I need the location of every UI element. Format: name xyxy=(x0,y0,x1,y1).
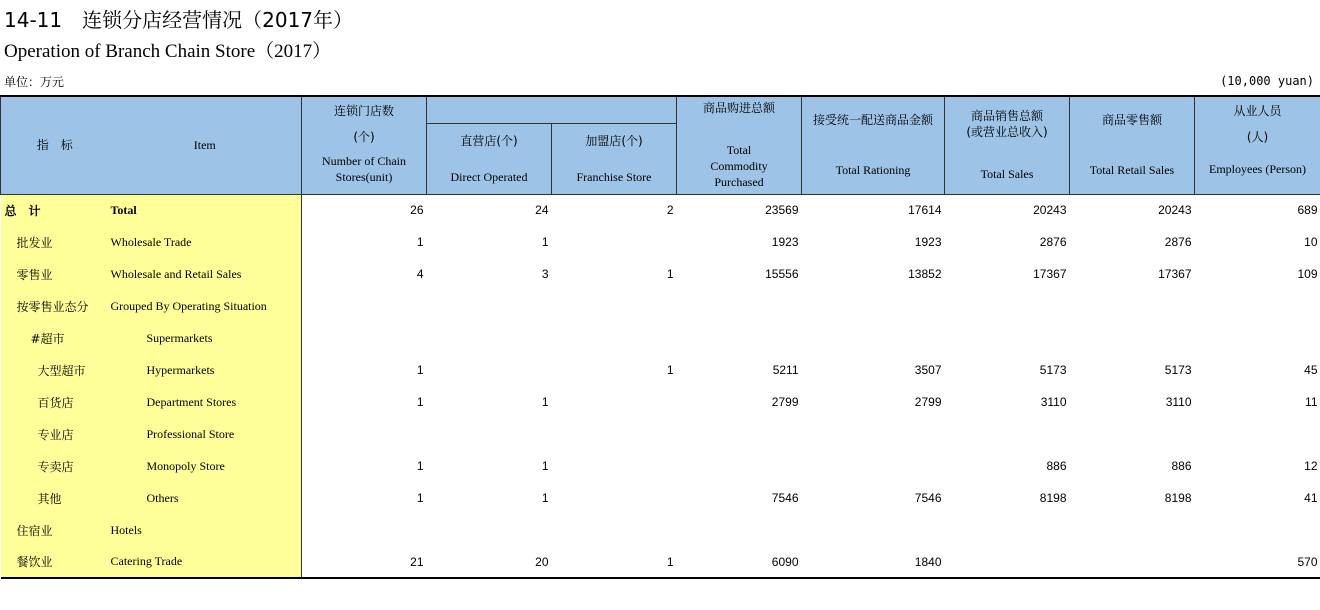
table-cell-value xyxy=(677,322,802,354)
table-cell-value: 23569 xyxy=(765,203,799,218)
table-cell-value: 10 xyxy=(1304,235,1318,249)
table-cell-value: 1840 xyxy=(802,546,945,578)
table-cell-value: 6090 xyxy=(677,546,802,578)
table-cell-value xyxy=(552,482,677,514)
table-cell-value xyxy=(802,514,945,546)
table-cell-value xyxy=(552,386,677,418)
row-label-en: Grouped By Operating Situation xyxy=(109,290,302,322)
table-cell-value: 21 xyxy=(302,546,427,578)
table-cell-value: 5173 xyxy=(1164,363,1192,377)
header-rationing: 接受统一配送商品金额 Total Rationing xyxy=(802,96,945,194)
table-cell-value: 570 xyxy=(1195,546,1320,578)
table-cell-value: 5173 xyxy=(1039,363,1067,377)
header-purchase: 商品购进总额 Total Commodity Purchased xyxy=(677,96,802,194)
row-label-cn: 专业店 xyxy=(1,418,109,450)
table-cell-value: 15556 xyxy=(765,267,799,281)
table-cell-value xyxy=(302,418,427,450)
data-table xyxy=(0,95,1320,579)
table-cell-value: 3110 xyxy=(1165,395,1192,409)
header-chain-stores-cap xyxy=(427,96,677,123)
table-cell-value: 3 xyxy=(541,267,549,281)
table-cell-value: 3110 xyxy=(1040,395,1067,409)
table-cell-value xyxy=(1070,290,1195,322)
table-cell-value xyxy=(427,418,552,450)
row-label-en: Hypermarkets xyxy=(109,354,302,386)
table-cell-value: 1923 xyxy=(771,235,799,249)
table-cell-value: 1 xyxy=(416,395,424,409)
row-label-cn: 餐饮业 xyxy=(1,546,109,578)
table-cell-value xyxy=(427,290,552,322)
table-row xyxy=(1,546,1320,578)
table-row xyxy=(1,226,1320,258)
unit-label-en: (10,000 yuan) xyxy=(1220,74,1314,88)
table-cell-value: 689 xyxy=(1297,203,1318,218)
table-cell-value: 2799 xyxy=(771,395,799,409)
page-title-en: Operation of Branch Chain Store（2017） xyxy=(4,41,332,62)
row-label-en: Total xyxy=(109,194,302,226)
table-row xyxy=(1,482,1320,514)
row-label-cn: 住宿业 xyxy=(1,514,109,546)
row-label-cn: 大型超市 xyxy=(1,354,109,386)
table-row xyxy=(1,386,1320,418)
row-label-en: Wholesale Trade xyxy=(109,226,302,258)
table-cell-value: 1 xyxy=(666,363,674,377)
row-label-cn: 总 计 xyxy=(1,194,109,226)
row-label-en: Catering Trade xyxy=(109,546,302,578)
row-label-en: Hotels xyxy=(109,514,302,546)
table-row xyxy=(1,354,1320,386)
table-cell-value xyxy=(1070,418,1195,450)
table-cell-value: 1923 xyxy=(914,235,942,249)
table-cell-value xyxy=(802,290,945,322)
table-cell-value xyxy=(945,290,1070,322)
row-label-en: Monopoly Store xyxy=(109,450,302,482)
table-cell-value xyxy=(1195,418,1320,450)
table-row xyxy=(1,322,1320,354)
row-label-cn: 按零售业态分 xyxy=(1,290,109,322)
table-cell-value: 41 xyxy=(1304,491,1318,505)
table-cell-value xyxy=(677,450,802,482)
table-cell-value: 1 xyxy=(552,546,677,578)
table-cell-value: 12 xyxy=(1304,459,1318,473)
table-cell-value xyxy=(552,418,677,450)
table-cell-value xyxy=(302,514,427,546)
header-chain-stores: 连锁门店数 (个) Number of Chain Stores(unit) xyxy=(302,96,427,194)
table-cell-value: 3507 xyxy=(914,363,942,377)
table-cell-value: 17367 xyxy=(1033,267,1067,281)
header-employees: 从业人员 (人) Employees (Person) xyxy=(1195,96,1320,194)
header-item-en: Item xyxy=(109,96,302,194)
page-title-cn: 14-11 连锁分店经营情况（2017年） xyxy=(4,8,354,32)
table-cell-value xyxy=(677,418,802,450)
table-cell-value: 20243 xyxy=(1158,203,1192,218)
header-direct: 直营店(个) Direct Operated xyxy=(427,123,552,194)
table-cell-value xyxy=(552,290,677,322)
table-cell-value: 13852 xyxy=(908,267,942,281)
row-label-cn: 其他 xyxy=(1,482,109,514)
table-cell-value: 2876 xyxy=(1039,235,1067,249)
table-cell-value: 11 xyxy=(1305,395,1318,409)
table-cell-value: 2799 xyxy=(914,395,942,409)
table-cell-value: 8198 xyxy=(1164,491,1192,505)
table-body xyxy=(1,194,1320,578)
table-row xyxy=(1,450,1320,482)
table-cell-value: 1 xyxy=(416,235,424,249)
table-cell-value xyxy=(427,322,552,354)
header-sales: 商品销售总额 (或营业总收入) Total Sales xyxy=(945,96,1070,194)
table-cell-value: 17614 xyxy=(908,203,942,218)
row-label-en: Professional Store xyxy=(109,418,302,450)
row-label-en: Others xyxy=(109,482,302,514)
table-cell-value xyxy=(945,418,1070,450)
table-cell-value: 109 xyxy=(1297,267,1318,281)
table-cell-value xyxy=(1070,514,1195,546)
table-cell-value xyxy=(552,450,677,482)
table-cell-value: 1 xyxy=(541,395,549,409)
table-cell-value: 1 xyxy=(666,267,674,281)
table-cell-value xyxy=(802,322,945,354)
row-label-cn: 百货店 xyxy=(1,386,109,418)
table-cell-value: 7546 xyxy=(771,491,799,505)
row-label-en: Supermarkets xyxy=(109,322,302,354)
table-cell-value xyxy=(677,290,802,322)
table-cell-value: 4 xyxy=(416,267,424,281)
row-label-cn: 专卖店 xyxy=(1,450,109,482)
table-cell-value: 20243 xyxy=(1033,203,1067,218)
unit-label-cn: 单位：万元 xyxy=(4,75,65,89)
table-cell-value: 7546 xyxy=(914,491,942,505)
table-cell-value xyxy=(552,322,677,354)
table-cell-value: 26 xyxy=(410,203,424,218)
table-cell-value xyxy=(1195,290,1320,322)
table-cell-value: 1 xyxy=(416,491,424,505)
table-cell-value: 1 xyxy=(416,363,424,377)
row-label-en: Department Stores xyxy=(109,386,302,418)
table-cell-value xyxy=(945,546,1070,578)
table-cell-value: 17367 xyxy=(1158,267,1192,281)
table-cell-value: 20 xyxy=(427,546,552,578)
table-cell-value xyxy=(802,450,945,482)
table-cell-value xyxy=(552,514,677,546)
table-cell-value xyxy=(945,322,1070,354)
table-cell-value: 2876 xyxy=(1164,235,1192,249)
table-cell-value: 24 xyxy=(535,203,549,218)
table-row xyxy=(1,290,1320,322)
table-cell-value: 1 xyxy=(541,459,549,473)
table-row xyxy=(1,258,1320,290)
table-cell-value xyxy=(945,514,1070,546)
table-cell-value xyxy=(802,418,945,450)
table-cell-value: 45 xyxy=(1304,363,1318,377)
table-cell-value xyxy=(1070,546,1195,578)
table-cell-value: 886 xyxy=(1171,459,1192,473)
table-cell-value: 1 xyxy=(416,459,424,473)
row-label-en: Wholesale and Retail Sales xyxy=(109,258,302,290)
table-cell-value: 1 xyxy=(541,235,549,249)
table-row xyxy=(1,514,1320,546)
header-indicator-cn: 指 标 xyxy=(1,96,109,194)
table-cell-value: 2 xyxy=(666,203,674,218)
table-cell-value xyxy=(677,514,802,546)
row-label-cn: 批发业 xyxy=(1,226,109,258)
header-franchise: 加盟店(个) Franchise Store xyxy=(552,123,677,194)
table-cell-value xyxy=(1070,322,1195,354)
table-cell-value: 8198 xyxy=(1039,491,1067,505)
row-label-cn: #超市 xyxy=(1,322,109,354)
table-cell-value: 1 xyxy=(541,491,549,505)
table-cell-value: 5211 xyxy=(772,363,799,377)
table-cell-value xyxy=(427,354,552,386)
table-row xyxy=(1,418,1320,450)
table-cell-value xyxy=(552,226,677,258)
header-retail: 商品零售额 Total Retail Sales xyxy=(1070,96,1195,194)
table-row xyxy=(1,194,1320,226)
table-cell-value xyxy=(302,290,427,322)
row-label-cn: 零售业 xyxy=(1,258,109,290)
table-cell-value xyxy=(1195,514,1320,546)
table-cell-value xyxy=(427,514,552,546)
table-cell-value: 886 xyxy=(1046,459,1067,473)
table-cell-value xyxy=(1195,322,1320,354)
table-cell-value xyxy=(302,322,427,354)
